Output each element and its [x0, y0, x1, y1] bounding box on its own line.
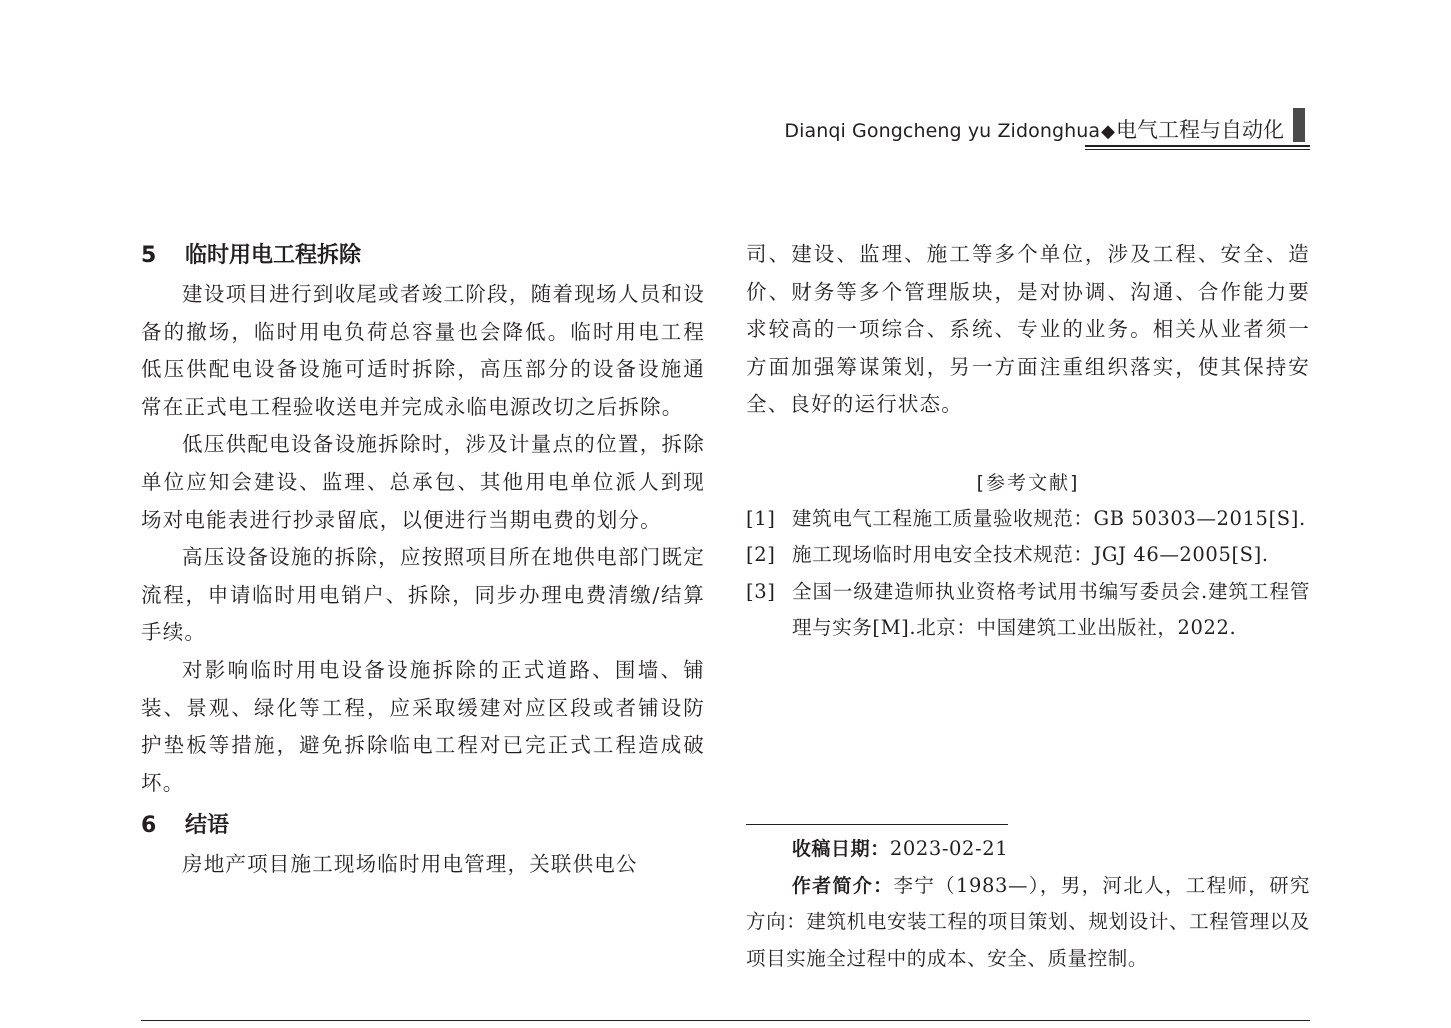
reference-number: [1] — [746, 506, 776, 530]
reference-text: 施工现场临时用电安全技术规范：JGJ 46—2005[S]. — [792, 543, 1269, 567]
reference-number: [3] — [746, 579, 776, 603]
journal-title-pinyin: Dianqi Gongcheng yu Zidonghua — [784, 120, 1101, 142]
footnote-rule — [746, 824, 1008, 825]
reference-item — [746, 574, 1310, 647]
reference-list — [746, 501, 1310, 647]
journal-title — [784, 114, 1284, 144]
section-6-heading — [141, 806, 705, 846]
header-rule-thick — [1085, 145, 1310, 147]
received-date — [746, 831, 1310, 868]
received-date-value: 2023-02-21 — [889, 837, 1009, 860]
received-date-label: 收稿日期： — [791, 838, 890, 860]
reference-item — [746, 501, 1310, 538]
section-5-paragraph-4: 对影响临时用电设备设施拆除的正式道路、围墙、铺装、景观、绿化等工程，应采取缓建对应区段或者铺设防护垫板等措施，避免拆除临电工程对已完正式工程造成破坏。 — [141, 657, 705, 795]
reference-number: [2] — [746, 543, 776, 567]
section-6-paragraph-1: 房地产项目施工现场临时用电管理，关联供电公 — [182, 852, 638, 877]
header-tab-marker — [1293, 108, 1305, 142]
reference-item — [746, 537, 1310, 574]
left-column — [141, 236, 705, 884]
right-column — [746, 236, 1310, 647]
reference-text: 全国一级建造师执业资格考试用书编写委员会.建筑工程管理与实务[M].北京：中国建筑工业出版社，2022. — [792, 579, 1310, 640]
section-5-number: 5 — [141, 243, 157, 268]
journal-title-chinese: 电气工程与自动化 — [1116, 118, 1284, 142]
conclusion-continuation: 司、建设、监理、施工等多个单位，涉及工程、安全、造价、财务等多个管理版块，是对协调、沟通、合作能力要求较高的一项综合、系统、专业的业务。相关从业者须一方面加强筹谋策划，另一方面注重组织落实，使其保持安全、良好的运行状态。 — [746, 242, 1310, 417]
section-6-number: 6 — [141, 813, 157, 839]
section-5-paragraph-1: 建设项目进行到收尾或者竣工阶段，随着现场人员和设备的撤场，临时用电负荷总容量也会降低。临时用电工程低压供配电设备设施可适时拆除，高压部分的设备设施通常在正式电工程验收送电并完成永临电源改切之后拆除。 — [141, 282, 705, 419]
running-header — [700, 106, 1310, 150]
reference-text: 建筑电气工程施工质量验收规范：GB 50303—2015[S]. — [792, 506, 1306, 530]
page-bottom-rule — [141, 1020, 1310, 1021]
header-rule-thin — [1085, 149, 1310, 150]
section-5-title: 临时用电工程拆除 — [185, 243, 362, 268]
section-5-heading — [141, 236, 705, 276]
section-5-paragraph-2: 低压供配电设备设施拆除时，涉及计量点的位置，拆除单位应知会建设、监理、总承包、其他用电单位派人到现场对电能表进行抄录留底，以便进行当期电费的划分。 — [141, 432, 705, 532]
references-heading: [参考文献] — [976, 471, 1080, 494]
author-bio-value: 李宁（1983—），男，河北人，工程师，研究方向：建筑机电安装工程的项目策划、规划设计、工程管理以及项目实施全过程中的成本、安全、质量控制。 — [746, 873, 1310, 970]
author-bio-label: 作者简介： — [791, 874, 894, 897]
diamond-separator-icon: ◆ — [1101, 121, 1115, 142]
section-5-paragraph-3: 高压设备设施的拆除，应按照项目所在地供电部门既定流程，申请临时用电销户、拆除，同步办理电费清缴/结算手续。 — [141, 545, 705, 645]
footnote — [746, 831, 1310, 977]
section-6-title: 结语 — [185, 813, 230, 839]
author-bio — [746, 868, 1310, 978]
